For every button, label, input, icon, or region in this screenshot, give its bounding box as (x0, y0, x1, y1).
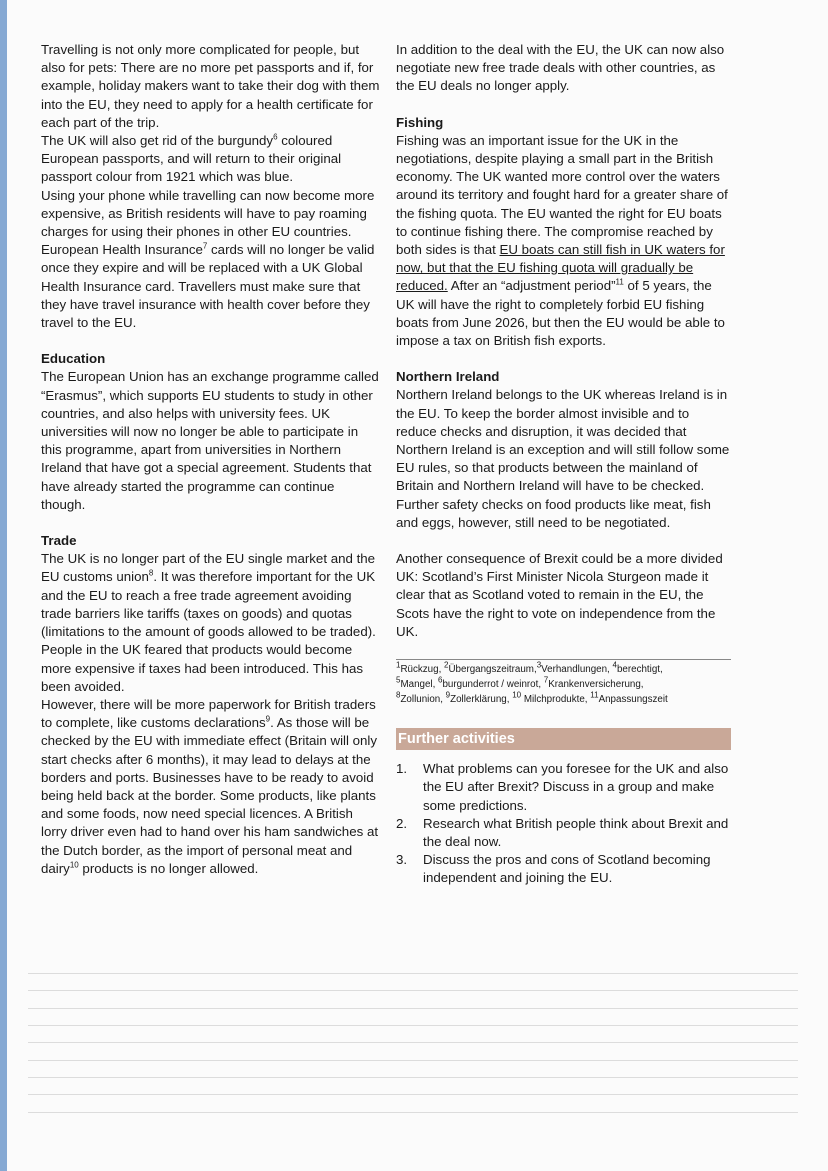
trade-heading: Trade (41, 533, 77, 549)
scotland-paragraph: Another consequence of Brexit could be a more divided UK: Scotland’s First Minister Nicola Sturgeon made it clear that as Scotland voted to remain in the EU, the Scots have the right to vote on independence from the UK. (396, 551, 723, 639)
writing-line (28, 1008, 798, 1009)
footnote-ref: 6 (273, 132, 278, 142)
list-item: 1. What problems can you foresee for the UK and also the EU after Brexit? Discuss in a group and make some predictions. (396, 761, 729, 813)
activities-list (396, 760, 731, 887)
writing-line (28, 990, 798, 991)
footnote-ref: 11 (615, 278, 624, 288)
footnote-ref: 10 (69, 860, 79, 870)
list-item: 3. Discuss the pros and cons of Scotland becoming independent and joining the EU. (396, 852, 711, 886)
writing-line (28, 973, 798, 974)
further-activities-banner: Further activities (396, 728, 731, 750)
footnote-ref: 7 (202, 241, 208, 251)
side-bar (0, 0, 7, 1171)
trade-paragraph-paperwork: However, there will be more paperwork for British traders to complete, like customs declarations$^9$. As those will be checked by the EU with immediate effect (Britain will only start checks after 6 months), it may lead to delays at the borders and ports. Businesses have to be ready to avoid being held back at the border. Some products, like plants and some foods, now need special licences. A British lorry driver even had to hand over his ham sandwiches at the Dutch border, as the import of personal meat and dairy$^{10}$ products is no longer allowed. (41, 696, 379, 876)
writing-line (28, 1042, 798, 1043)
writing-line (28, 1060, 798, 1061)
writing-line (28, 1112, 798, 1113)
right-column (396, 41, 731, 888)
left-column (41, 41, 381, 878)
writing-line (28, 1077, 798, 1078)
education-heading: Education (41, 351, 106, 367)
northern-ireland-paragraph: Northern Ireland belongs to the UK whereas Ireland is in the EU. To keep the border almost invisible and to reduce checks and disruption, it was decided that Northern Ireland is an exception and will still follow some EU rules, so that products between the mainland of Britain and Northern Ireland will have to be checked. Further safety checks on food products like meat, fish and eggs, however, still need to be negotiated. (396, 387, 730, 530)
list-item: 2. Research what British people think about Brexit and the deal now. (396, 815, 729, 849)
northern-ireland-heading: Northern Ireland (396, 369, 500, 385)
travel-paragraph-roaming: Using your phone while travelling can now become more expensive, as British residents will have to pay roaming charges for using their phones in other EU countries. (41, 187, 375, 240)
travel-paragraph-pets: Travelling is not only more complicated for people, but also for pets: There are no more pet passports and if, for example, holiday makers want to take their dog with them into the EU, they need to apply for a health certificate for each part of the trip. (41, 42, 380, 130)
education-paragraph: The European Union has an exchange programme called “Erasmus”, which supports EU students to study in other countries, and also helps with university fees. UK universities will now no longer be able to participate in this programme, apart from universities in Northern Ireland that have got a special agreement. Students that have already started the programme can continue though. (41, 369, 379, 512)
footnote-ref: 9 (265, 714, 271, 724)
underlined-compromise: EU boats can still fish in UK waters for now, but that the EU fishing quota will gradually be reduced. (396, 242, 725, 294)
trade-paragraph-market: The UK is no longer part of the EU single market and the EU customs union$^8$. It was therefore important for the UK and the EU to reach a free trade agreement avoiding trade barriers like tariffs (taxes on goods) and quotas (limitations to the amount of goods allowed to be traded). People in the UK feared that products would become more expensive if taxes had been introduced. This has been avoided. (41, 551, 376, 694)
fishing-heading: Fishing (396, 114, 444, 130)
fishing-paragraph: Fishing was an important issue for the UK in the negotiations, despite playing a small part in the British economy. The UK wanted more control over the waters around its territory and fought hard for a greater share of the fishing quota. The EU wanted the right for EU boats to continue fishing there. The compromise reached by both sides is that EU boats can still fish in UK waters for now, but that the EU fishing quota will gradually be reduced. After an “adjustment period”$^{11}$ of 5 years, the UK will have the right to completely forbid EU fishing boats from June 2026, but then the EU would be able to impose a tax on British fish exports. (396, 132, 728, 349)
glossary: $^1$Rückzug, $^2$Übergangszeitraum,$^3$Verhandlungen, $^4$berechtigt, $^5$Mangel, $^6$burgunderrot / weinrot, $^7$Krankenversicherung, $^8$Zollunion, $^9$Zollerklärung, $^{10}$ Milchprodukte, $^{11}$Anpassungszeit (396, 660, 668, 706)
writing-line (28, 1094, 798, 1095)
footnote-ref: 8 (148, 569, 154, 579)
travel-paragraph-insurance: European Health Insurance$^7$ cards will no longer be valid once they expire and will be replaced with a UK Global Health Insurance card. Travellers must make sure that they have travel insurance with health cover before they travel to the EU. (41, 241, 375, 331)
free-trade-paragraph: In addition to the deal with the EU, the UK can now also negotiate new free trade deals with other countries, as the EU deals no longer apply. (396, 42, 725, 94)
travel-paragraph-passports: The UK will also get rid of the burgundy$^6$ coloured European passports, and will return to their original passport colour from 1921 which was blue. (41, 132, 342, 185)
writing-line (28, 1025, 798, 1026)
